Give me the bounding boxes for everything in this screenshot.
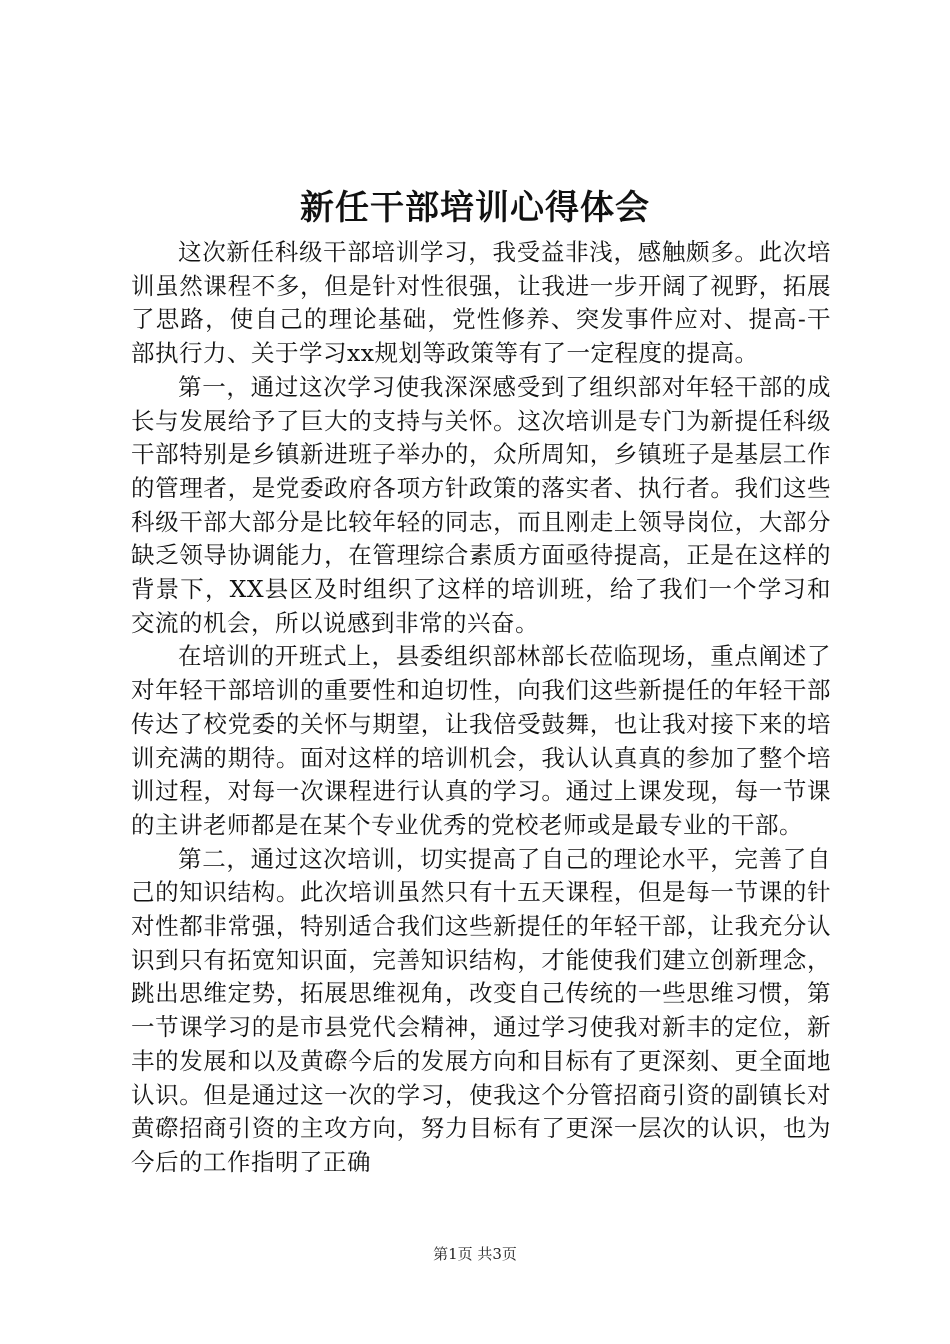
document-title: 新任干部培训心得体会 xyxy=(300,188,650,228)
page-number-footer: 第1页 共3页 xyxy=(433,1245,517,1263)
paragraph-intro: 这次新任科级干部培训学习，我受益非浅，感触颇多。此次培训虽然课程不多，但是针对性很强，让我进一步开阔了视野，拓展了思路，使自己的理论基础，党性修养、突发事件应对、提高-干部执行力、关于学习xx规划等政策等有了一定程度的提高。 xyxy=(131,238,831,368)
paragraph-first-point: 第一，通过这次学习使我深深感受到了组织部对年轻干部的成长与发展给予了巨大的支持与关怀。这次培训是专门为新提任科级干部特别是乡镇新进班子举办的，众所周知，乡镇班子是基层工作的管理者，是党委政府各项方针政策的落实者、执行者。我们这些科级干部大部分是比较年轻的同志，而且刚走上领导岗位，大部分缺乏领导协调能力，在管理综合素质方面亟待提高，正是在这样的背景下，XX县区及时组织了这样的培训班，给了我们一个学习和交流的机会，所以说感到非常的兴奋。 xyxy=(131,372,831,637)
paragraph-second-point: 第二，通过这次培训，切实提高了自己的理论水平，完善了自己的知识结构。此次培训虽然只有十五天课程，但是每一节课的针对性都非常强，特别适合我们这些新提任的年轻干部，让我充分认识到只有拓宽知识面，完善知识结构，才能使我们建立创新理念，跳出思维定势，拓展思维视角，改变自己传统的一些思维习惯，第一节课学习的是市县党代会精神，通过学习使我对新丰的定位，新丰的发展和以及黄磜今后的发展方向和目标有了更深刻、更全面地认识。但是通过这一次的学习，使我这个分管招商引资的副镇长对黄磜招商引资的主攻方向，努力目标有了更深一层次的认识，也为今后的工作指明了正确 xyxy=(131,844,831,1176)
paragraph-opening-ceremony: 在培训的开班式上，县委组织部林部长莅临现场，重点阐述了对年轻干部培训的重要性和迫切性，向我们这些新提任的年轻干部传达了校党委的关怀与期望，让我倍受鼓舞，也让我对接下来的培训充满的期待。面对这样的培训机会，我认认真真的参加了整个培训过程，对每一次课程进行认真的学习。通过上课发现，每一节课的主讲老师都是在某个专业优秀的党校老师或是最专业的干部。 xyxy=(131,642,831,839)
document-body xyxy=(131,236,831,1180)
